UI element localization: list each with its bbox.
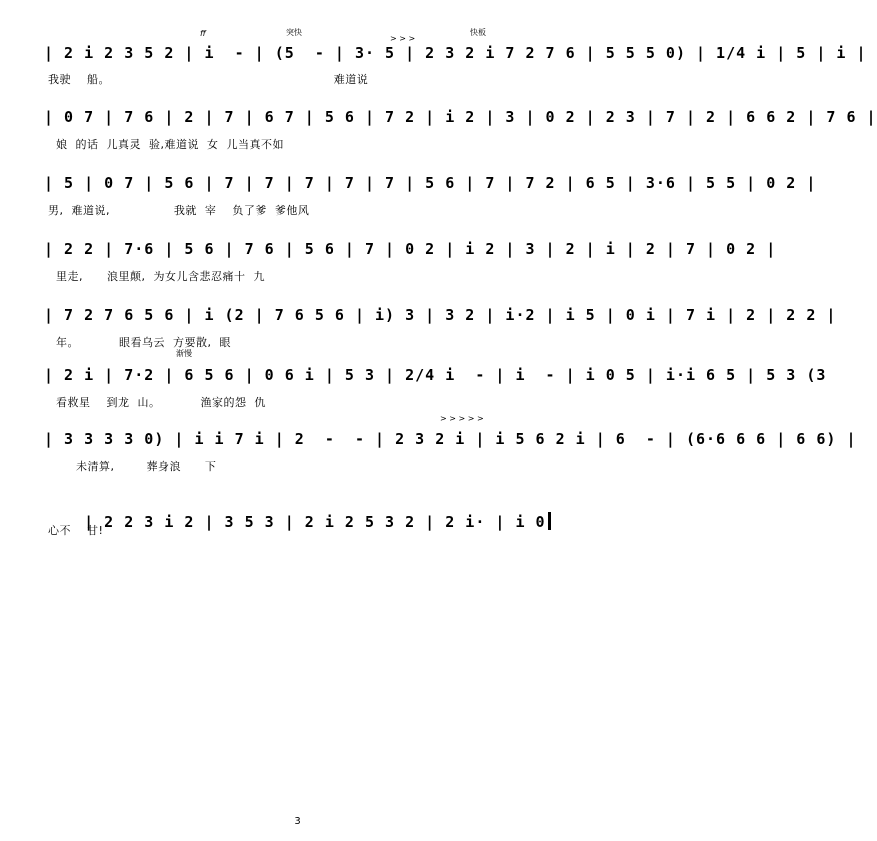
notation-line: | 7 2 7 6 5 6 | i (2 | 7 6 5 6 | i) 3 | 3 2 | i·2 | i 5 | 0 i | 7 i | 2 | 2 2 | xyxy=(44,306,837,324)
score-system-8 xyxy=(0,460,595,540)
accent-marks: > > > > > xyxy=(440,414,484,423)
notation-line: | 5 | 0 7 | 5 6 | 7 | 7 | 7 | 7 | 7 | 5 6 | 7 | 7 2 | 6 5 | 3·6 | 5 5 | 0 2 | xyxy=(44,174,817,192)
lyrics-line: 未清算, 葬身浪 下 xyxy=(48,460,217,473)
notation-line: | 2 i 2 3 5 2 | i - | (5 - | 3· 5 | 2 3 2 i 7 2 7 6 | 5 5 5 0) | 1/4 i | 5 | i | xyxy=(44,44,867,62)
lyrics-line: 心不 甘! xyxy=(48,524,104,537)
tempo-marking: 快板 xyxy=(470,28,486,37)
tempo-marking: 突快 xyxy=(286,28,302,37)
dynamic-marking-ff: ff xyxy=(200,29,206,38)
notation-line: | 0 7 | 7 6 | 2 | 7 | 6 7 | 5 6 | 7 2 | i 2 | 3 | 0 2 | 2 3 | 7 | 2 | 6 6 2 | 7 6 | xyxy=(44,108,877,126)
lyrics-line: 里走, 浪里颠, 为女儿含悲忍痛十 九 xyxy=(48,270,265,283)
notation-line: | 2 2 | 7·6 | 5 6 | 7 6 | 5 6 | 7 | 0 2 | i 2 | 3 | 2 | i | 2 | 7 | 0 2 | xyxy=(44,240,777,258)
accent-marks: > > > xyxy=(390,34,416,43)
page-number: 3 xyxy=(294,816,301,827)
lyrics-line: 年。 眼看乌云 方要散, 眼 xyxy=(48,336,231,349)
lyrics-line: 男, 难道说, 我就 宰 负了爹 爹他风 xyxy=(48,204,310,217)
tempo-marking: 渐慢 xyxy=(176,349,192,358)
lyrics-line: 娘 的话 儿真灵 验,难道说 女 儿当真不如 xyxy=(48,138,284,151)
notation-line: | 3 3 3 3 0) | i i 7 i | 2 - - | 2 3 2 i | i 5 6 2 i | 6 - | (6·6 6 6 | 6 6) | xyxy=(44,430,857,448)
lyrics-line: 看救星 到龙 山。 渔家的怨 仇 xyxy=(48,396,266,409)
notation-line: | 2 i | 7·2 | 6 5 6 | 0 6 i | 5 3 | 2/4 i - | i - | i 0 5 | i·i 6 5 | 5 3 (3 xyxy=(44,366,827,384)
lyrics-line: 我驶 船。 难道说 xyxy=(48,73,369,86)
notation-text: | 2 2 3 i 2 | 3 5 3 | 2 i 2 5 3 2 | 2 i· | i 0 xyxy=(84,513,546,531)
